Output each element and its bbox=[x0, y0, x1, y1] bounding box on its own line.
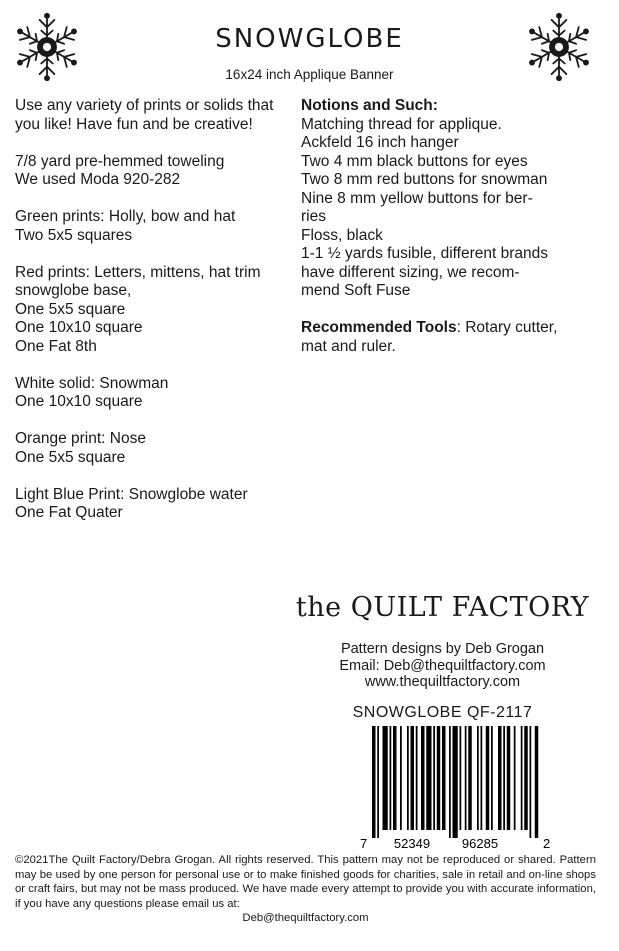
barcode-bar bbox=[486, 726, 490, 830]
notions-column bbox=[301, 97, 606, 375]
barcode-bar bbox=[377, 726, 379, 838]
text-line: One Fat 8th bbox=[15, 337, 97, 355]
barcode-bar bbox=[393, 726, 397, 830]
barcode-bar bbox=[514, 726, 516, 830]
barcode-bar bbox=[400, 726, 402, 830]
red-prints-paragraph bbox=[15, 264, 295, 357]
brand-logo: the QUILT FACTORY bbox=[295, 592, 590, 623]
barcode-bar bbox=[407, 726, 409, 830]
text-line: Floss, black bbox=[301, 226, 383, 244]
text-line: 1-1 ½ yards fusible, different brands bbox=[301, 245, 548, 262]
green-prints-paragraph bbox=[15, 208, 295, 245]
text-line: One 5x5 square bbox=[15, 448, 126, 466]
text-line: have different sizing, we recom- bbox=[301, 263, 520, 281]
orange-print-paragraph bbox=[15, 430, 295, 467]
barcode-bar bbox=[530, 726, 532, 838]
website-link: www.thequiltfactory.com bbox=[364, 674, 521, 690]
barcode-bar bbox=[503, 726, 505, 830]
contact-block bbox=[290, 641, 595, 691]
barcode-bar bbox=[460, 726, 462, 830]
notions-section bbox=[301, 97, 606, 301]
barcode-bar bbox=[481, 726, 483, 830]
text-line: Orange print: Nose bbox=[15, 430, 146, 447]
barcode-bar bbox=[411, 726, 415, 830]
light-blue-print-paragraph bbox=[15, 486, 295, 523]
text-line: One 10x10 square bbox=[15, 319, 143, 336]
text-line: Ackfeld 16 inch hanger bbox=[301, 134, 459, 151]
barcode bbox=[360, 726, 550, 851]
barcode-bar bbox=[524, 726, 528, 830]
text-line: White solid: Snowman bbox=[15, 374, 169, 392]
tools-text: : Rotary cutter, bbox=[456, 319, 558, 336]
text-line: We used Moda 920-282 bbox=[15, 171, 181, 188]
barcode-digit-first: 7 bbox=[360, 836, 368, 851]
text-line: mend Soft Fuse bbox=[301, 282, 411, 299]
barcode-bar bbox=[498, 726, 502, 830]
text-line: 7/8 yard pre-hemmed toweling bbox=[15, 152, 225, 170]
barcode-bar bbox=[507, 726, 511, 830]
tools-heading: Recommended Tools bbox=[301, 319, 457, 336]
text-line: ries bbox=[301, 208, 326, 225]
text-line bbox=[301, 319, 606, 338]
text-line: Two 5x5 squares bbox=[15, 226, 133, 244]
barcode-bars bbox=[372, 726, 538, 838]
page-subtitle: 16x24 inch Applique Banner bbox=[225, 67, 394, 82]
barcode-bar bbox=[453, 726, 458, 838]
barcode-bar bbox=[442, 726, 446, 830]
text-line: Matching thread for applique. bbox=[301, 115, 502, 133]
barcode-bar bbox=[535, 726, 539, 838]
barcode-bar bbox=[449, 726, 451, 838]
text-line: Red prints: Letters, mittens, hat trim bbox=[15, 263, 261, 281]
barcode-bar bbox=[416, 726, 418, 830]
page-title: SNOWGLOBE bbox=[215, 24, 404, 54]
barcode-bar bbox=[477, 726, 479, 830]
barcode-bar bbox=[433, 726, 435, 830]
text-line: Nine 8 mm yellow buttons for ber- bbox=[301, 189, 533, 207]
barcode-bar bbox=[437, 726, 441, 830]
product-sku: SNOWGLOBE QF-2117 bbox=[352, 704, 533, 721]
text-line: One Fat Quater bbox=[15, 504, 123, 521]
text-line: Green prints: Holly, bow and hat bbox=[15, 208, 236, 225]
copyright-text: ©2021The Quilt Factory/Debra Grogan. All rights reserved. This pattern may not be reproduced or shared. Pattern may be used by one person for personal use or to make finished goods for charities, sale in retail and on-line shops or craft fairs, but may not be mass produced. We have made every attempt to provide you with accurate information, if you have any questions please email us at: bbox=[15, 854, 596, 910]
text-line: snowglobe base, bbox=[15, 282, 132, 299]
barcode-bar bbox=[426, 726, 431, 830]
barcode-digits-right: 96285 bbox=[461, 836, 499, 851]
copyright-notice bbox=[15, 853, 596, 926]
barcode-bar bbox=[421, 726, 425, 830]
barcode-bar bbox=[521, 726, 523, 830]
barcode-bar bbox=[465, 726, 467, 830]
intro-paragraph bbox=[15, 97, 295, 134]
barcode-bar bbox=[383, 726, 388, 830]
text-line: Two 4 mm black buttons for eyes bbox=[301, 152, 528, 170]
barcode-bar bbox=[372, 726, 376, 838]
barcode-bar bbox=[390, 726, 392, 830]
barcode-digits-left: 52349 bbox=[393, 836, 431, 851]
text-line: Two 8 mm red buttons for snowman bbox=[301, 171, 548, 188]
barcode-bar bbox=[491, 726, 493, 830]
barcode-bar bbox=[468, 726, 472, 830]
white-solid-paragraph bbox=[15, 375, 295, 412]
notions-heading: Notions and Such: bbox=[301, 97, 438, 114]
copyright-email: Deb@thequiltfactory.com bbox=[242, 912, 369, 924]
text-line: One 5x5 square bbox=[15, 300, 126, 318]
contact-email: Email: Deb@thequiltfactory.com bbox=[339, 657, 546, 674]
text-line: you like! Have fun and be creative! bbox=[15, 115, 253, 133]
text-line: mat and ruler. bbox=[301, 337, 396, 355]
toweling-paragraph bbox=[15, 153, 295, 190]
supplies-column bbox=[15, 97, 295, 541]
text-line: Light Blue Print: Snowglobe water bbox=[15, 485, 248, 503]
tools-section bbox=[301, 319, 606, 356]
barcode-digit-last: 2 bbox=[543, 836, 550, 851]
text-line: Use any variety of prints or solids that bbox=[15, 97, 274, 114]
text-line: One 10x10 square bbox=[15, 393, 143, 410]
designer-credit: Pattern designs by Deb Grogan bbox=[340, 641, 545, 657]
